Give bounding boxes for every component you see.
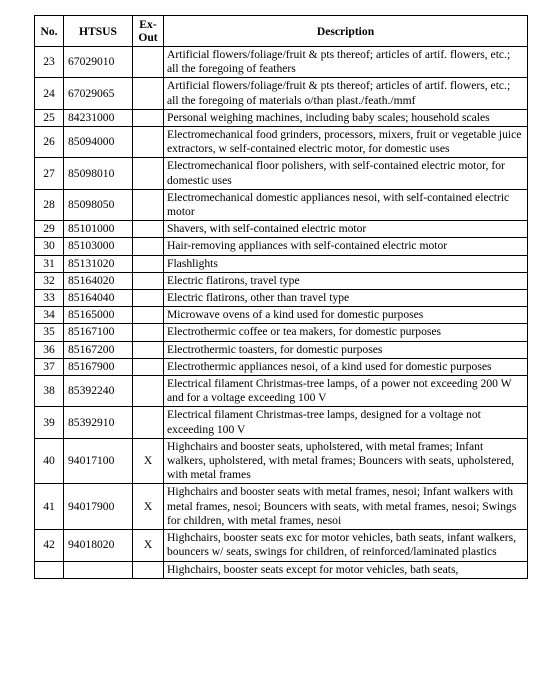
row-description: Flashlights — [164, 255, 528, 272]
row-exout-mark — [133, 341, 164, 358]
header-description: Description — [164, 16, 528, 47]
row-htsus-code: 85101000 — [64, 221, 133, 238]
row-number: 30 — [35, 238, 64, 255]
row-htsus-code: 85098050 — [64, 189, 133, 220]
row-exout-mark — [133, 290, 164, 307]
row-number: 38 — [35, 376, 64, 407]
row-number — [35, 561, 64, 578]
header-exout: Ex- Out — [133, 16, 164, 47]
row-description: Highchairs and booster seats with metal frames, nesoi; Infant walkers with metal frames, nesoi; Bouncers with seats, with metal frames, nesoi; Swings for children, with metal frames, nesoi — [164, 484, 528, 530]
row-exout-mark — [133, 376, 164, 407]
row-number: 34 — [35, 307, 64, 324]
table-row — [35, 438, 528, 484]
row-htsus-code: 85103000 — [64, 238, 133, 255]
row-number: 24 — [35, 78, 64, 109]
row-description: Electric flatirons, other than travel type — [164, 290, 528, 307]
row-description: Highchairs, booster seats exc for motor vehicles, bath seats, infant walkers, bouncers w/ seats, swings for children, of reinforced/laminated plastics — [164, 530, 528, 561]
table-row — [35, 221, 528, 238]
table-row — [35, 341, 528, 358]
row-exout-mark — [133, 561, 164, 578]
header-no: No. — [35, 16, 64, 47]
row-description: Electrical filament Christmas-tree lamps, of a power not exceeding 200 W and for a voltage exceeding 100 V — [164, 376, 528, 407]
row-description: Electric flatirons, travel type — [164, 272, 528, 289]
row-exout-mark — [133, 272, 164, 289]
row-htsus-code: 85392910 — [64, 407, 133, 438]
row-number: 31 — [35, 255, 64, 272]
row-description: Hair-removing appliances with self-contained electric motor — [164, 238, 528, 255]
table-header-row — [35, 16, 528, 47]
table-row — [35, 561, 528, 578]
row-number: 33 — [35, 290, 64, 307]
row-exout-mark — [133, 307, 164, 324]
row-exout-mark: X — [133, 530, 164, 561]
row-description: Highchairs and booster seats, upholstered, with metal frames; Infant walkers, upholstered, with metal frames; Bouncers with seats, upholstered, with metal frames — [164, 438, 528, 484]
row-description: Electromechanical domestic appliances nesoi, with self-contained electric motor — [164, 189, 528, 220]
table-row — [35, 238, 528, 255]
row-htsus-code: 85164020 — [64, 272, 133, 289]
row-number: 37 — [35, 358, 64, 375]
row-number: 40 — [35, 438, 64, 484]
row-htsus-code: 94018020 — [64, 530, 133, 561]
row-exout-mark — [133, 78, 164, 109]
row-description: Highchairs, booster seats except for motor vehicles, bath seats, — [164, 561, 528, 578]
row-htsus-code: 85165000 — [64, 307, 133, 324]
row-exout-mark — [133, 358, 164, 375]
row-description: Shavers, with self-contained electric motor — [164, 221, 528, 238]
row-number: 41 — [35, 484, 64, 530]
row-description: Microwave ovens of a kind used for domestic purposes — [164, 307, 528, 324]
row-htsus-code: 85164040 — [64, 290, 133, 307]
row-htsus-code: 67029065 — [64, 78, 133, 109]
row-htsus-code: 85167100 — [64, 324, 133, 341]
table-row — [35, 109, 528, 126]
row-number: 36 — [35, 341, 64, 358]
htsus-table — [34, 15, 528, 579]
row-exout-mark — [133, 407, 164, 438]
row-htsus-code: 85131020 — [64, 255, 133, 272]
table-row — [35, 530, 528, 561]
row-exout-mark — [133, 47, 164, 78]
table-row — [35, 255, 528, 272]
table-row — [35, 324, 528, 341]
row-description: Artificial flowers/foliage/fruit & pts thereof; articles of artif. flowers, etc.; all the foregoing of feathers — [164, 47, 528, 78]
table-row — [35, 189, 528, 220]
row-exout-mark — [133, 221, 164, 238]
header-htsus: HTSUS — [64, 16, 133, 47]
row-number: 29 — [35, 221, 64, 238]
row-exout-mark: X — [133, 438, 164, 484]
row-exout-mark: X — [133, 484, 164, 530]
table-row — [35, 78, 528, 109]
row-exout-mark — [133, 158, 164, 189]
row-htsus-code: 85392240 — [64, 376, 133, 407]
row-htsus-code — [64, 561, 133, 578]
row-exout-mark — [133, 324, 164, 341]
row-htsus-code: 85167200 — [64, 341, 133, 358]
row-number: 42 — [35, 530, 64, 561]
row-exout-mark — [133, 238, 164, 255]
table-row — [35, 358, 528, 375]
table-row — [35, 376, 528, 407]
row-htsus-code: 85094000 — [64, 127, 133, 158]
row-description: Electrical filament Christmas-tree lamps, designed for a voltage not exceeding 100 V — [164, 407, 528, 438]
row-description: Electrothermic coffee or tea makers, for domestic purposes — [164, 324, 528, 341]
table-row — [35, 407, 528, 438]
row-htsus-code: 85098010 — [64, 158, 133, 189]
row-description: Electrothermic toasters, for domestic purposes — [164, 341, 528, 358]
row-htsus-code: 84231000 — [64, 109, 133, 126]
row-number: 26 — [35, 127, 64, 158]
row-number: 25 — [35, 109, 64, 126]
row-htsus-code: 94017900 — [64, 484, 133, 530]
row-description: Electromechanical floor polishers, with self-contained electric motor, for domestic uses — [164, 158, 528, 189]
row-description: Electrothermic appliances nesoi, of a kind used for domestic purposes — [164, 358, 528, 375]
row-number: 39 — [35, 407, 64, 438]
row-htsus-code: 85167900 — [64, 358, 133, 375]
row-number: 32 — [35, 272, 64, 289]
row-htsus-code: 94017100 — [64, 438, 133, 484]
table-row — [35, 290, 528, 307]
row-number: 28 — [35, 189, 64, 220]
row-exout-mark — [133, 109, 164, 126]
table-row — [35, 158, 528, 189]
row-description: Electromechanical food grinders, processors, mixers, fruit or vegetable juice extractors, w self-contained electric motor, for domestic uses — [164, 127, 528, 158]
row-description: Personal weighing machines, including baby scales; household scales — [164, 109, 528, 126]
row-number: 35 — [35, 324, 64, 341]
row-exout-mark — [133, 127, 164, 158]
table-row — [35, 484, 528, 530]
table-row — [35, 47, 528, 78]
row-htsus-code: 67029010 — [64, 47, 133, 78]
row-number: 27 — [35, 158, 64, 189]
row-exout-mark — [133, 255, 164, 272]
row-description: Artificial flowers/foliage/fruit & pts thereof; articles of artif. flowers, etc.; all the foregoing of materials o/than plast./feath./mmf — [164, 78, 528, 109]
table-row — [35, 127, 528, 158]
row-number: 23 — [35, 47, 64, 78]
table-row — [35, 272, 528, 289]
table-row — [35, 307, 528, 324]
row-exout-mark — [133, 189, 164, 220]
